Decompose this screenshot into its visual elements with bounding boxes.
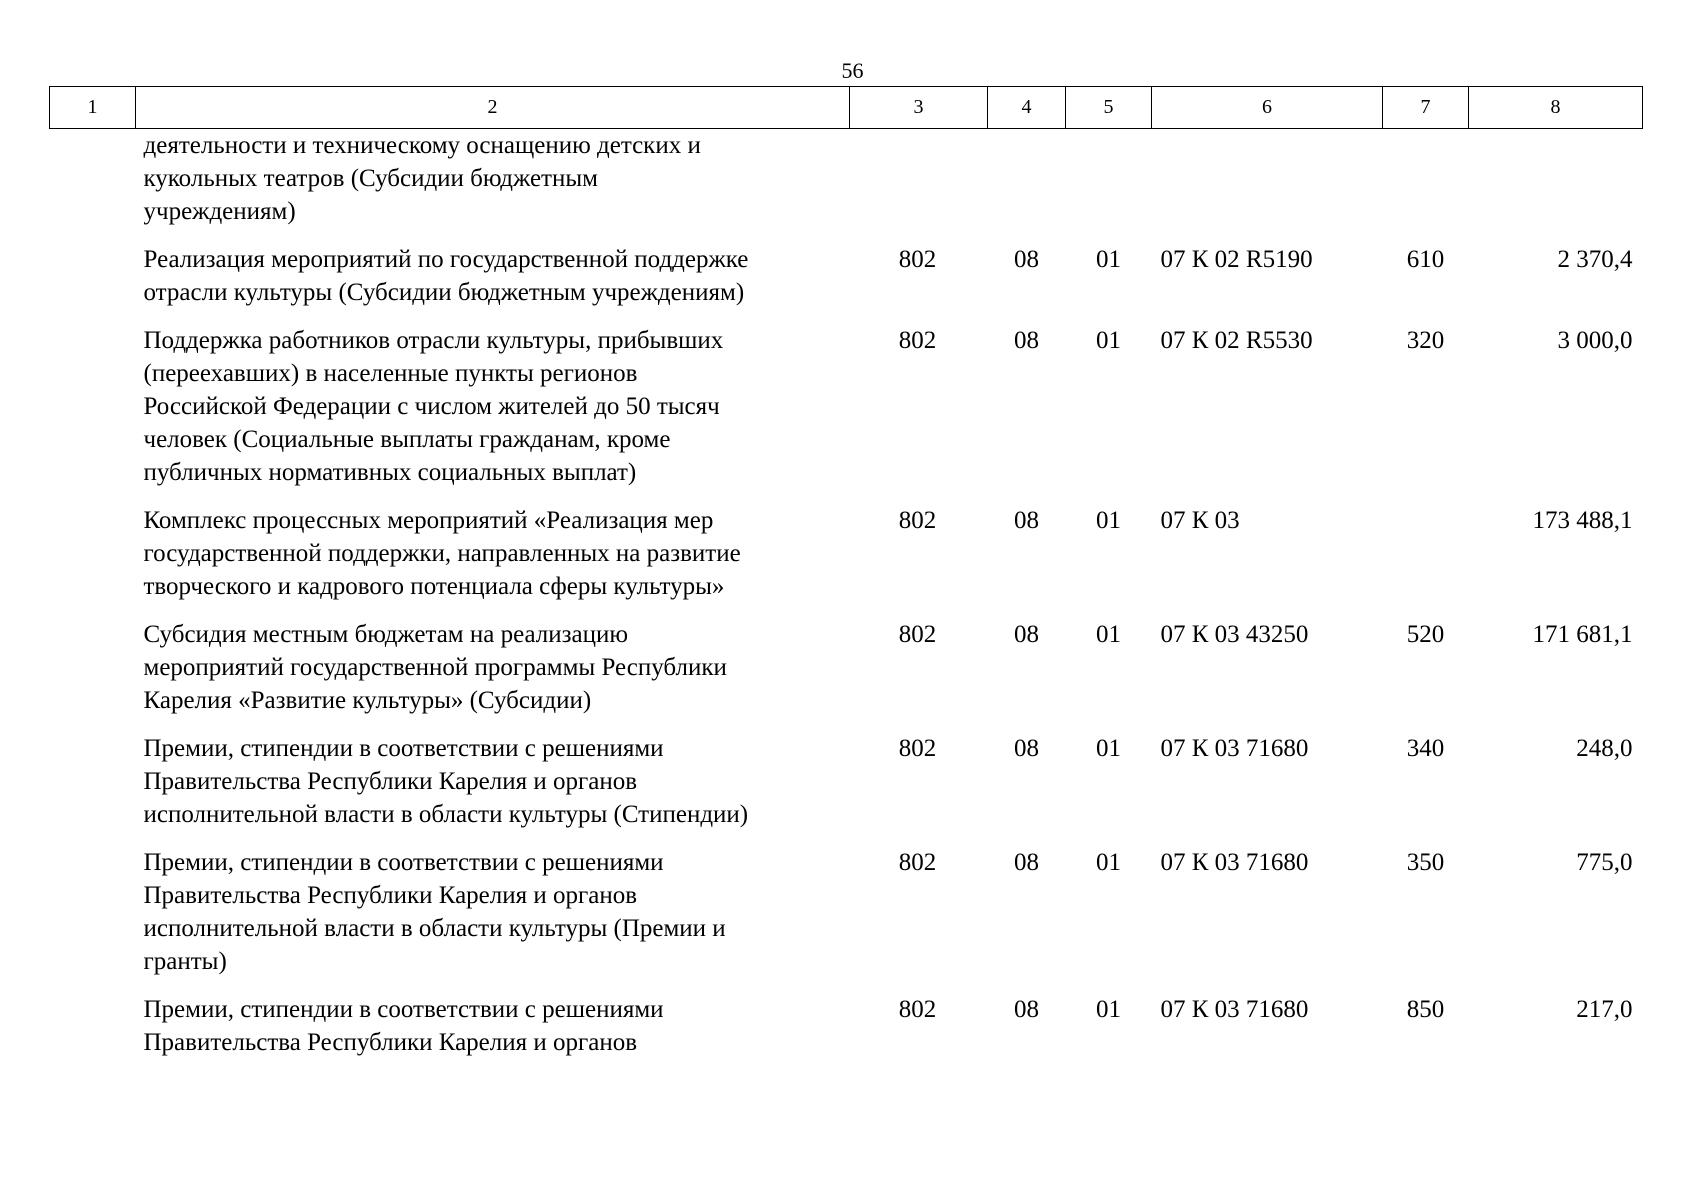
row-col-5: 01 [1096, 246, 1121, 273]
header-col-7: 7 [1383, 87, 1469, 129]
row-col-4: 08 [1014, 996, 1039, 1023]
row-col-8: 2 370,4 [1557, 246, 1633, 273]
description-line: Премии, стипендии в соответствии с решениями [143, 996, 664, 1023]
description-line: гранты) [143, 948, 227, 975]
table-row [50, 129, 1643, 244]
header-row [50, 87, 1643, 129]
row-col-6: 07 К 03 [1160, 507, 1240, 534]
description-line: исполнительной власти в области культуры (Премии и [143, 915, 726, 942]
table-row [50, 993, 1643, 1074]
row-col-3: 802 [898, 996, 937, 1023]
row-col-4: 08 [1014, 327, 1039, 354]
description-line: творческого и кадрового потенциала сферы культуры» [143, 573, 725, 600]
row-col-5: 01 [1096, 849, 1121, 876]
row-col-8: 173 488,1 [1532, 507, 1633, 534]
header-col-8: 8 [1469, 87, 1643, 129]
table-header [50, 87, 1643, 129]
row-col-1 [50, 618, 136, 732]
row-col-8: 248,0 [1576, 735, 1633, 762]
row-col-8: 217,0 [1576, 996, 1633, 1023]
row-description [136, 129, 850, 244]
row-col-5: 01 [1096, 735, 1121, 762]
table-row [50, 618, 1643, 732]
row-col-4: 08 [1014, 246, 1039, 273]
row-description [136, 732, 850, 846]
row-col-8: 3 000,0 [1557, 327, 1633, 354]
description-line: государственной поддержки, направленных на развитие [143, 540, 741, 567]
row-col-6: 07 К 03 71680 [1160, 735, 1309, 762]
row-col-3: 802 [898, 327, 937, 354]
table-row [50, 324, 1643, 504]
description-line: мероприятий государственной программы Республики [143, 654, 727, 681]
row-col-5: 01 [1096, 507, 1121, 534]
description-line: Премии, стипендии в соответствии с решениями [143, 735, 664, 762]
row-col-4 [988, 129, 1066, 244]
row-col-4: 08 [1014, 507, 1039, 534]
description-line: Карелия «Развитие культуры» (Субсидии) [143, 687, 592, 714]
row-col-1 [50, 993, 136, 1074]
header-col-6: 6 [1152, 87, 1383, 129]
row-col-3: 802 [898, 507, 937, 534]
row-description [136, 324, 850, 504]
row-col-1 [50, 129, 136, 244]
row-col-5: 01 [1096, 327, 1121, 354]
header-col-1: 1 [50, 87, 136, 129]
row-col-1 [50, 324, 136, 504]
row-col-6 [1152, 129, 1383, 244]
table-row [50, 243, 1643, 324]
description-line: человек (Социальные выплаты гражданам, кроме [143, 426, 671, 453]
row-col-6: 07 К 02 R5530 [1160, 327, 1313, 354]
row-col-6: 07 К 03 43250 [1160, 621, 1309, 648]
row-description [136, 993, 850, 1074]
description-line: Правительства Республики Карелия и органов [143, 768, 638, 795]
row-col-7: 520 [1406, 621, 1445, 648]
row-col-8: 171 681,1 [1532, 621, 1633, 648]
row-col-7: 850 [1406, 996, 1445, 1023]
row-col-3: 802 [898, 849, 937, 876]
row-col-1 [50, 846, 136, 993]
description-line: кукольных театров (Субсидии бюджетным [143, 165, 598, 192]
row-col-7: 340 [1406, 735, 1445, 762]
row-col-7 [1383, 129, 1469, 244]
row-col-4: 08 [1014, 849, 1039, 876]
row-col-3: 802 [898, 246, 937, 273]
row-col-5 [1066, 129, 1152, 244]
header-col-3: 3 [850, 87, 988, 129]
description-line: (переехавших) в населенные пункты регионов [143, 360, 638, 387]
table-body [50, 129, 1643, 1075]
budget-table [49, 86, 1643, 1074]
header-col-2: 2 [136, 87, 850, 129]
description-line: Правительства Республики Карелия и органов [143, 882, 638, 909]
table-row [50, 504, 1643, 618]
table-row [50, 732, 1643, 846]
row-col-3: 802 [898, 621, 937, 648]
page-number: 56 [841, 58, 864, 83]
table-row [50, 846, 1643, 993]
row-description [136, 504, 850, 618]
row-description [136, 846, 850, 993]
description-line: деятельности и техническому оснащению детских и [143, 132, 701, 159]
row-col-6: 07 К 02 R5190 [1160, 246, 1313, 273]
row-description [136, 618, 850, 732]
description-line: Российской Федерации с числом жителей до 50 тысяч [143, 393, 720, 420]
row-col-1 [50, 243, 136, 324]
row-col-3 [850, 129, 988, 244]
description-line: Комплекс процессных мероприятий «Реализация мер [143, 507, 714, 534]
description-line: публичных нормативных социальных выплат) [143, 459, 637, 486]
row-col-7: 350 [1406, 849, 1445, 876]
header-col-4: 4 [988, 87, 1066, 129]
description-line: Субсидия местным бюджетам на реализацию [143, 621, 629, 648]
row-description [136, 243, 850, 324]
row-col-4: 08 [1014, 735, 1039, 762]
description-line: Правительства Республики Карелия и органов [143, 1029, 638, 1056]
row-col-1 [50, 732, 136, 846]
row-col-6: 07 К 03 71680 [1160, 849, 1309, 876]
row-col-7: 320 [1406, 327, 1445, 354]
row-col-5: 01 [1096, 621, 1121, 648]
description-line: Поддержка работников отрасли культуры, прибывших [143, 327, 724, 354]
description-line: отрасли культуры (Субсидии бюджетным учреждениям) [143, 279, 745, 306]
description-line: исполнительной власти в области культуры (Стипендии) [143, 801, 749, 828]
row-col-6: 07 К 03 71680 [1160, 996, 1309, 1023]
row-col-8: 775,0 [1576, 849, 1633, 876]
row-col-5: 01 [1096, 996, 1121, 1023]
description-line: Реализация мероприятий по государственной поддержке [143, 246, 749, 273]
row-col-3: 802 [898, 735, 937, 762]
row-col-8 [1469, 129, 1643, 244]
header-col-5: 5 [1066, 87, 1152, 129]
row-col-7 [1383, 504, 1469, 618]
description-line: Премии, стипендии в соответствии с решениями [143, 849, 664, 876]
description-line: учреждениям) [143, 198, 296, 225]
row-col-1 [50, 504, 136, 618]
row-col-4: 08 [1014, 621, 1039, 648]
row-col-7: 610 [1406, 246, 1445, 273]
